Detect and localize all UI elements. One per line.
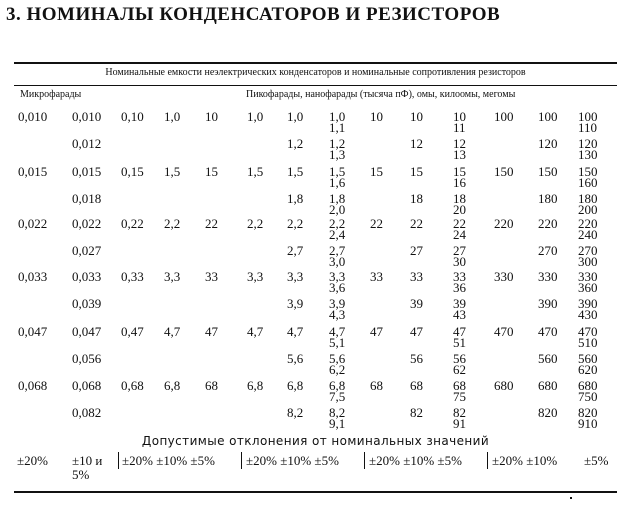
table-cell: 4,7 — [287, 324, 304, 339]
table-cell: 27 — [410, 243, 423, 258]
table-cell: 0,47 — [121, 324, 144, 339]
table-cell: 91 — [453, 416, 466, 431]
table-cell: 560 — [538, 351, 558, 366]
table-cell: 10 — [453, 109, 466, 124]
table-cell: 0,33 — [121, 269, 144, 284]
table-cell: 100 — [538, 109, 558, 124]
table-bottom-rule — [14, 491, 617, 493]
table-cell: 390 — [538, 296, 558, 311]
table-cell: 33 — [370, 269, 383, 284]
table-cell: 2,0 — [329, 202, 346, 217]
table-cell: 39 — [453, 296, 466, 311]
tolerance-5: 5% — [72, 467, 90, 482]
table-cell: 0,047 — [18, 324, 48, 339]
table-cell: 6,8 — [164, 378, 181, 393]
table-cell: 470 — [494, 324, 514, 339]
table-cell: 150 — [494, 164, 514, 179]
table-cell: 330 — [538, 269, 558, 284]
table-cell: 12 — [453, 136, 466, 151]
table-cell: 750 — [578, 389, 598, 404]
table-cell: 470 — [578, 324, 598, 339]
tolerance-group-1: ±20% ±10% ±5% — [122, 453, 215, 468]
table-cell: 820 — [538, 405, 558, 420]
table-cell: 13 — [453, 147, 466, 162]
table-caption: Номинальные емкости неэлектрических конденсаторов и номинальные сопротивления резисторов — [105, 67, 526, 78]
table-cell: 12 — [410, 136, 423, 151]
table-cell: 1,3 — [329, 147, 346, 162]
tolerance-divider — [487, 452, 488, 469]
table-cell: 18 — [410, 191, 423, 206]
table-cell: 6,8 — [247, 378, 264, 393]
table-cell: 680 — [494, 378, 514, 393]
table-cell: 3,3 — [164, 269, 181, 284]
table-cell: 2,2 — [164, 216, 181, 231]
table-cell: 0,22 — [121, 216, 144, 231]
table-cell: 6,8 — [329, 378, 346, 393]
page-title: 3. НОМИНАЛЫ КОНДЕНСАТОРОВ И РЕЗИСТОРОВ — [6, 4, 501, 25]
table-cell: 390 — [578, 296, 598, 311]
table-cell: 0,15 — [121, 164, 144, 179]
table-cell: 300 — [578, 254, 598, 269]
table-cell: 180 — [538, 191, 558, 206]
tolerance-divider — [241, 452, 242, 469]
table-cell: 15 — [453, 164, 466, 179]
caption-rule — [14, 85, 617, 86]
table-cell: 4,3 — [329, 307, 346, 322]
table-cell: 4,7 — [247, 324, 264, 339]
table-cell: 3,9 — [287, 296, 304, 311]
table-cell: 27 — [453, 243, 466, 258]
table-cell: 8,2 — [287, 405, 304, 420]
tolerance-heading: Допустимые отклонения от номинальных значений — [141, 434, 490, 448]
table-cell: 270 — [538, 243, 558, 258]
table-cell: 1,0 — [287, 109, 304, 124]
table-cell: 1,0 — [164, 109, 181, 124]
table-cell: 0,033 — [72, 269, 102, 284]
table-cell: 33 — [410, 269, 423, 284]
table-cell: 0,068 — [72, 378, 102, 393]
table-cell: 820 — [578, 405, 598, 420]
table-cell: 100 — [578, 109, 598, 124]
tolerance-group-4: ±20% ±10% — [492, 453, 558, 468]
table-cell: 10 — [205, 109, 218, 124]
table-cell: 1,1 — [329, 120, 346, 135]
table-cell: 47 — [370, 324, 383, 339]
table-cell: 510 — [578, 335, 598, 350]
table-cell: 0,027 — [72, 243, 102, 258]
table-cell: 62 — [453, 362, 466, 377]
table-cell: 1,5 — [329, 164, 346, 179]
table-cell: 82 — [453, 405, 466, 420]
table-cell: 2,2 — [247, 216, 264, 231]
table-cell: 120 — [538, 136, 558, 151]
table-cell: 18 — [453, 191, 466, 206]
table-cell: 2,2 — [287, 216, 304, 231]
table-cell: 16 — [453, 175, 466, 190]
table-cell: 150 — [538, 164, 558, 179]
tolerance-group-3: ±20% ±10% ±5% — [369, 453, 462, 468]
table-cell: 100 — [494, 109, 514, 124]
table-cell: 24 — [453, 227, 466, 242]
table-cell: 0,022 — [18, 216, 48, 231]
table-cell: 5,6 — [329, 351, 346, 366]
table-cell: 0,022 — [72, 216, 102, 231]
table-cell: 7,5 — [329, 389, 346, 404]
table-cell: 0,039 — [72, 296, 102, 311]
table-cell: 2,7 — [329, 243, 346, 258]
table-cell: 33 — [453, 269, 466, 284]
table-cell: 3,9 — [329, 296, 346, 311]
table-cell: 1,6 — [329, 175, 346, 190]
table-cell: 30 — [453, 254, 466, 269]
table-cell: 22 — [205, 216, 218, 231]
table-cell: 0,033 — [18, 269, 48, 284]
table-cell: 4,7 — [164, 324, 181, 339]
table-cell: 3,3 — [329, 269, 346, 284]
table-cell: 15 — [410, 164, 423, 179]
table-cell: 1,5 — [247, 164, 264, 179]
table-top-rule — [14, 62, 617, 64]
table-cell: 3,6 — [329, 280, 346, 295]
table-cell: 15 — [370, 164, 383, 179]
table-cell: 0,082 — [72, 405, 102, 420]
table-cell: 3,3 — [287, 269, 304, 284]
table-cell: 68 — [205, 378, 218, 393]
table-cell: 0,010 — [18, 109, 48, 124]
table-cell: 2,7 — [287, 243, 304, 258]
table-cell: 68 — [410, 378, 423, 393]
table-cell: 47 — [410, 324, 423, 339]
table-cell: 47 — [205, 324, 218, 339]
table-cell: 22 — [370, 216, 383, 231]
table-cell: 620 — [578, 362, 598, 377]
table-cell: 3,3 — [247, 269, 264, 284]
table-cell: 47 — [453, 324, 466, 339]
table-cell: 43 — [453, 307, 466, 322]
table-cell: 56 — [453, 351, 466, 366]
table-cell: 2,2 — [329, 216, 346, 231]
table-cell: 220 — [578, 216, 598, 231]
table-cell: 0,10 — [121, 109, 144, 124]
table-cell: 33 — [205, 269, 218, 284]
table-cell: 0,010 — [72, 109, 102, 124]
table-cell: 0,056 — [72, 351, 102, 366]
table-cell: 36 — [453, 280, 466, 295]
table-cell: 270 — [578, 243, 598, 258]
table-cell: 1,5 — [287, 164, 304, 179]
table-cell: 1,0 — [247, 109, 264, 124]
table-cell: 0,047 — [72, 324, 102, 339]
table-cell: 430 — [578, 307, 598, 322]
tolerance-20: ±20% — [17, 453, 48, 468]
table-cell: 220 — [538, 216, 558, 231]
table-cell: 130 — [578, 147, 598, 162]
table-cell: 15 — [205, 164, 218, 179]
table-cell: 200 — [578, 202, 598, 217]
table-cell: 0,068 — [18, 378, 48, 393]
table-cell: 3,0 — [329, 254, 346, 269]
table-cell: 0,018 — [72, 191, 102, 206]
table-cell: 1,0 — [329, 109, 346, 124]
table-cell: 150 — [578, 164, 598, 179]
table-cell: 910 — [578, 416, 598, 431]
tolerance-group-4-5: ±5% — [584, 453, 609, 468]
table-cell: 1,8 — [287, 191, 304, 206]
table-cell: 68 — [453, 378, 466, 393]
table-cell: 5,6 — [287, 351, 304, 366]
table-cell: 22 — [453, 216, 466, 231]
table-cell: 470 — [538, 324, 558, 339]
table-cell: 68 — [370, 378, 383, 393]
table-cell: 10 — [410, 109, 423, 124]
table-cell: 9,1 — [329, 416, 346, 431]
table-cell: 680 — [578, 378, 598, 393]
table-cell: 0,012 — [72, 136, 102, 151]
table-cell: 51 — [453, 335, 466, 350]
table-cell: 2,4 — [329, 227, 346, 242]
table-cell: 560 — [578, 351, 598, 366]
table-cell: 10 — [370, 109, 383, 124]
tolerance-group-2: ±20% ±10% ±5% — [246, 453, 339, 468]
table-cell: 5,1 — [329, 335, 346, 350]
table-cell: 360 — [578, 280, 598, 295]
tolerance-10-and: ±10 и — [72, 453, 103, 468]
table-cell: 330 — [494, 269, 514, 284]
column-header-microfarads: Микрофарады — [20, 89, 82, 100]
tolerance-divider — [364, 452, 365, 469]
table-cell: 39 — [410, 296, 423, 311]
table-cell: 8,2 — [329, 405, 346, 420]
table-cell: 1,2 — [329, 136, 346, 151]
table-cell: 56 — [410, 351, 423, 366]
table-cell: 6,8 — [287, 378, 304, 393]
table-cell: 0,68 — [121, 378, 144, 393]
table-cell: 220 — [494, 216, 514, 231]
table-cell: 160 — [578, 175, 598, 190]
speck — [570, 497, 572, 499]
table-cell: 20 — [453, 202, 466, 217]
table-cell: 6,2 — [329, 362, 346, 377]
table-cell: 82 — [410, 405, 423, 420]
column-header-picofarads: Пикофарады, нанофарады (тысяча пФ), омы, килоомы, мегомы — [246, 89, 516, 100]
table-cell: 1,8 — [329, 191, 346, 206]
table-cell: 330 — [578, 269, 598, 284]
table-cell: 1,5 — [164, 164, 181, 179]
tolerance-divider — [118, 452, 119, 469]
table-cell: 0,015 — [18, 164, 48, 179]
table-cell: 680 — [538, 378, 558, 393]
table-cell: 11 — [453, 120, 466, 135]
table-cell: 180 — [578, 191, 598, 206]
table-cell: 4,7 — [329, 324, 346, 339]
table-cell: 0,015 — [72, 164, 102, 179]
table-cell: 22 — [410, 216, 423, 231]
table-cell: 1,2 — [287, 136, 304, 151]
table-cell: 240 — [578, 227, 598, 242]
table-cell: 110 — [578, 120, 598, 135]
table-cell: 120 — [578, 136, 598, 151]
table-cell: 75 — [453, 389, 466, 404]
